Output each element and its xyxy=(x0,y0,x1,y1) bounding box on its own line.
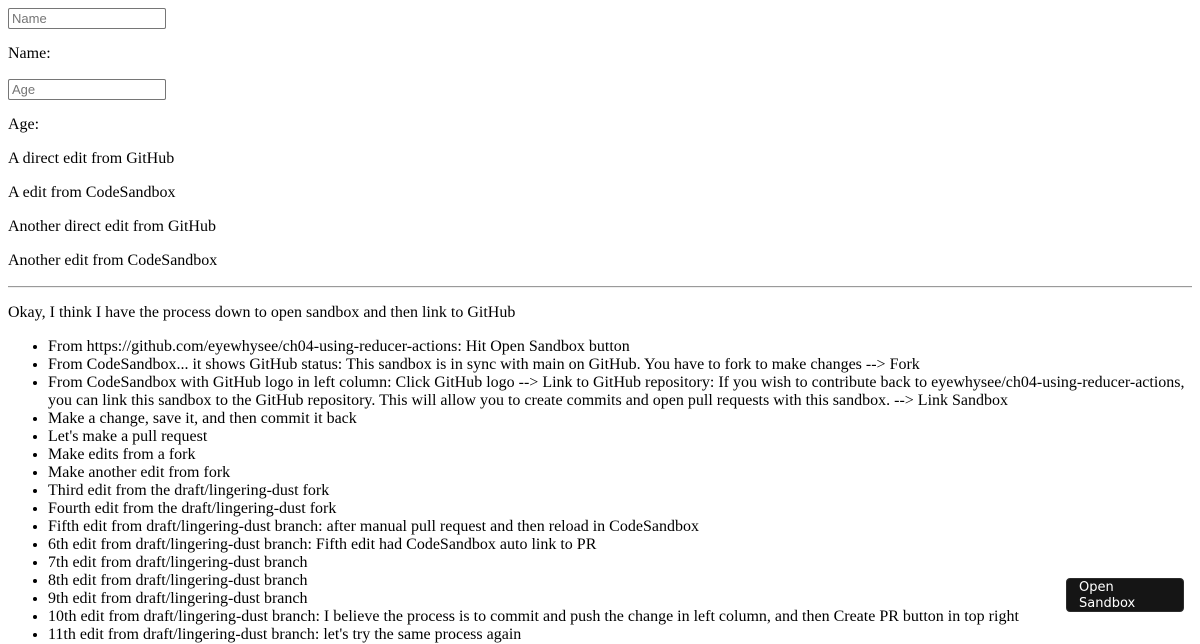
edit-line: Another edit from CodeSandbox xyxy=(8,252,218,269)
list-item: • 11th edit from draft/lingering-dust branch: let's try the same process again xyxy=(48,626,1192,644)
list-item: • From https://github.com/eyewhysee/ch04-using-reducer-actions: Hit Open Sandbox button xyxy=(48,338,1192,356)
list-item: • Third edit from the draft/lingering-dust fork xyxy=(48,482,1192,500)
edit-line: Another direct edit from GitHub xyxy=(8,218,216,235)
name-label: Name: xyxy=(8,45,51,62)
open-sandbox-label-line1: Open xyxy=(1079,580,1114,595)
steps-list xyxy=(8,338,1192,644)
list-item: • From CodeSandbox with GitHub logo in left column: Click GitHub logo --> Link to GitHub repository: If you wish to contribute back to eyewhysee/ch04-using-reducer-actions, you can link this sandbox to the GitHub repository. This will allow you to create commits and open pull requests with this sandbox. --> Link Sandbox xyxy=(48,374,1192,410)
list-item: • 9th edit from draft/lingering-dust branch xyxy=(48,590,1192,608)
list-item: • Make edits from a fork xyxy=(48,446,1192,464)
edit-line: A direct edit from GitHub xyxy=(8,150,175,167)
list-item: • Make another edit from fork xyxy=(48,464,1192,482)
open-sandbox-button[interactable] xyxy=(1066,578,1184,612)
list-item: • Make a change, save it, and then commit it back xyxy=(48,410,1192,428)
age-label: Age: xyxy=(8,116,40,133)
intro-text: Okay, I think I have the process down to open sandbox and then link to GitHub xyxy=(8,304,516,321)
edit-line: A edit from CodeSandbox xyxy=(8,184,176,201)
list-item: • Let's make a pull request xyxy=(48,428,1192,446)
list-item: • 6th edit from draft/lingering-dust branch: Fifth edit had CodeSandbox auto link to PR xyxy=(48,536,1192,554)
list-item: • 7th edit from draft/lingering-dust branch xyxy=(48,554,1192,572)
name-input[interactable] xyxy=(8,8,166,29)
divider xyxy=(8,286,1192,288)
list-item: • 8th edit from draft/lingering-dust branch xyxy=(48,572,1192,590)
list-item: • Fifth edit from draft/lingering-dust branch: after manual pull request and then reload in CodeSandbox xyxy=(48,518,1192,536)
list-item: • 10th edit from draft/lingering-dust branch: I believe the process is to commit and push the change in left column, and then Create PR button in top right xyxy=(48,608,1192,626)
list-item: • From CodeSandbox... it shows GitHub status: This sandbox is in sync with main on GitHub. You have to fork to make changes --> Fork xyxy=(48,356,1192,374)
open-sandbox-label-line2: Sandbox xyxy=(1079,596,1136,611)
age-input[interactable] xyxy=(8,79,166,100)
list-item: • Fourth edit from the draft/lingering-dust fork xyxy=(48,500,1192,518)
